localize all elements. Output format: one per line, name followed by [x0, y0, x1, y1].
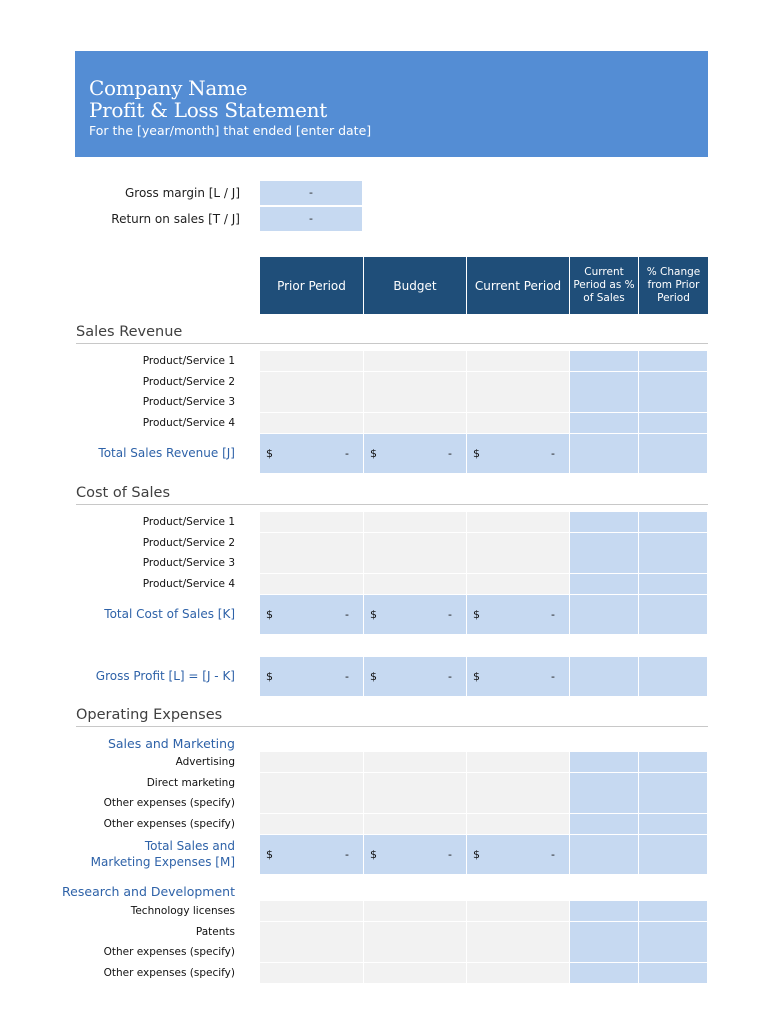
- section-sales-revenue: Sales Revenue: [76, 323, 708, 344]
- amount-value: -: [345, 670, 349, 683]
- sales-marketing-item-2-cell-4[interactable]: [570, 773, 639, 794]
- sales-marketing-item-4-cell-1[interactable]: [260, 814, 364, 835]
- cost-item-1-cell-4[interactable]: [570, 512, 639, 533]
- sales-item-2-cell-2[interactable]: [364, 372, 467, 393]
- cost-item-1-label: Product/Service 1: [142, 516, 235, 528]
- amount-value: -: [448, 447, 452, 460]
- title-banner: [75, 51, 708, 157]
- cost-item-4-cell-1[interactable]: [260, 574, 364, 595]
- cost-item-2-cell-5[interactable]: [639, 533, 708, 554]
- total-cost-of-sales-label: Total Cost of Sales [K]: [104, 607, 235, 621]
- sales-item-4-cell-4[interactable]: [570, 413, 639, 434]
- sales-marketing-item-2-cell-3[interactable]: [467, 773, 570, 794]
- total-sales-marketing-cell-1[interactable]: [260, 835, 364, 875]
- sales-item-4-cell-3[interactable]: [467, 413, 570, 434]
- research-dev-item-1-cell-3[interactable]: [467, 901, 570, 922]
- research-dev-item-4-cell-3[interactable]: [467, 963, 570, 984]
- sales-item-4-label: Product/Service 4: [142, 417, 235, 429]
- cost-item-2-cell-2[interactable]: [364, 533, 467, 554]
- currency-symbol: $: [370, 447, 377, 460]
- subsection-sales-marketing: Sales and Marketing: [107, 736, 235, 751]
- total-cost-of-sales-cell-5[interactable]: [639, 595, 708, 635]
- sales-item-1-cell-4[interactable]: [570, 351, 639, 372]
- cost-item-2-cell-4[interactable]: [570, 533, 639, 554]
- statement-title[interactable]: Profit & Loss Statement: [89, 98, 327, 122]
- cost-item-3-cell-2[interactable]: [364, 553, 467, 574]
- sales-item-4-cell-5[interactable]: [639, 413, 708, 434]
- currency-symbol: $: [473, 608, 480, 621]
- column-header-budget: Budget: [364, 257, 467, 314]
- sales-marketing-item-4-cell-5[interactable]: [639, 814, 708, 835]
- currency-symbol: $: [473, 447, 480, 460]
- sales-marketing-item-3-cell-1[interactable]: [260, 793, 364, 814]
- cost-item-3-cell-4[interactable]: [570, 553, 639, 574]
- research-dev-item-3-cell-5[interactable]: [639, 942, 708, 963]
- total-sales-marketing-cell-4[interactable]: [570, 835, 639, 875]
- sales-marketing-item-2-cell-2[interactable]: [364, 773, 467, 794]
- total-sales-revenue-cell-4[interactable]: [570, 434, 639, 474]
- total-sales-marketing-cell-2[interactable]: [364, 835, 467, 875]
- research-dev-item-2-label: Patents: [195, 926, 235, 938]
- column-header-pct-change: % Change from Prior Period: [639, 257, 708, 314]
- research-dev-item-2-cell-1[interactable]: [260, 922, 364, 943]
- research-dev-item-3-cell-1[interactable]: [260, 942, 364, 963]
- sales-item-1-label: Product/Service 1: [142, 355, 235, 367]
- amount-value: -: [551, 848, 555, 861]
- cost-item-4-cell-5[interactable]: [639, 574, 708, 595]
- cost-item-4-cell-4[interactable]: [570, 574, 639, 595]
- sales-marketing-item-3-cell-5[interactable]: [639, 793, 708, 814]
- research-dev-item-4-cell-4[interactable]: [570, 963, 639, 984]
- sales-item-2-label: Product/Service 2: [142, 376, 235, 388]
- sales-item-2-cell-5[interactable]: [639, 372, 708, 393]
- total-sales-marketing-label-line1: Total Sales and: [144, 839, 235, 853]
- research-dev-item-1-cell-1[interactable]: [260, 901, 364, 922]
- gross-profit-label: Gross Profit [L] = [J - K]: [95, 669, 235, 683]
- research-dev-item-3-cell-2[interactable]: [364, 942, 467, 963]
- sales-marketing-item-1-cell-3[interactable]: [467, 752, 570, 773]
- column-header-current-period: Current Period: [467, 257, 570, 314]
- sales-item-4-cell-1[interactable]: [260, 413, 364, 434]
- research-dev-item-4-label: Other expenses (specify): [103, 967, 235, 979]
- sales-marketing-item-3-cell-2[interactable]: [364, 793, 467, 814]
- currency-symbol: $: [266, 670, 273, 683]
- sales-item-3-cell-2[interactable]: [364, 392, 467, 413]
- gross-profit-cell-2[interactable]: [364, 657, 467, 697]
- research-dev-item-2-cell-4[interactable]: [570, 922, 639, 943]
- total-sales-revenue-cell-3[interactable]: [467, 434, 570, 474]
- sales-marketing-item-4-label: Other expenses (specify): [103, 818, 235, 830]
- sales-marketing-item-1-label: Advertising: [175, 756, 235, 768]
- section-operating-expenses: Operating Expenses: [76, 706, 708, 727]
- column-header-current-pct-sales: Current Period as % of Sales: [570, 257, 639, 314]
- amount-value: -: [551, 447, 555, 460]
- sales-marketing-item-3-cell-4[interactable]: [570, 793, 639, 814]
- cost-item-1-cell-3[interactable]: [467, 512, 570, 533]
- sales-item-2-cell-4[interactable]: [570, 372, 639, 393]
- research-dev-item-3-label: Other expenses (specify): [103, 946, 235, 958]
- gross-profit-cell-4[interactable]: [570, 657, 639, 697]
- total-sales-marketing-cell-5[interactable]: [639, 835, 708, 875]
- column-header-prior-period: Prior Period: [260, 257, 364, 314]
- cost-item-2-cell-1[interactable]: [260, 533, 364, 554]
- sales-marketing-item-2-label: Direct marketing: [146, 777, 235, 789]
- cost-item-2-label: Product/Service 2: [142, 537, 235, 549]
- currency-symbol: $: [370, 670, 377, 683]
- sales-marketing-item-3-label: Other expenses (specify): [103, 797, 235, 809]
- return-on-sales-label: Return on sales [T / J]: [111, 212, 240, 226]
- sales-item-3-cell-4[interactable]: [570, 392, 639, 413]
- amount-value: -: [448, 670, 452, 683]
- amount-value: -: [448, 608, 452, 621]
- cost-item-1-cell-1[interactable]: [260, 512, 364, 533]
- amount-value: -: [345, 447, 349, 460]
- section-cost-of-sales: Cost of Sales: [76, 484, 708, 505]
- currency-symbol: $: [473, 670, 480, 683]
- cost-item-3-cell-3[interactable]: [467, 553, 570, 574]
- sales-item-3-cell-5[interactable]: [639, 392, 708, 413]
- gross-margin-label: Gross margin [L / J]: [124, 186, 240, 200]
- gross-profit-cell-3[interactable]: [467, 657, 570, 697]
- currency-symbol: $: [266, 848, 273, 861]
- sales-item-4-cell-2[interactable]: [364, 413, 467, 434]
- currency-symbol: $: [473, 848, 480, 861]
- sales-marketing-item-2-cell-1[interactable]: [260, 773, 364, 794]
- sales-marketing-item-3-cell-3[interactable]: [467, 793, 570, 814]
- amount-value: -: [345, 848, 349, 861]
- total-cost-of-sales-cell-3[interactable]: [467, 595, 570, 635]
- cost-item-2-cell-3[interactable]: [467, 533, 570, 554]
- sales-item-3-label: Product/Service 3: [142, 396, 235, 408]
- total-cost-of-sales-cell-1[interactable]: [260, 595, 364, 635]
- cost-item-3-label: Product/Service 3: [142, 557, 235, 569]
- currency-symbol: $: [370, 848, 377, 861]
- research-dev-item-1-cell-2[interactable]: [364, 901, 467, 922]
- sales-item-3-cell-3[interactable]: [467, 392, 570, 413]
- amount-value: -: [345, 608, 349, 621]
- sales-marketing-item-4-cell-2[interactable]: [364, 814, 467, 835]
- amount-value: -: [448, 848, 452, 861]
- sales-marketing-item-4-cell-3[interactable]: [467, 814, 570, 835]
- research-dev-item-4-cell-1[interactable]: [260, 963, 364, 984]
- cost-item-4-cell-2[interactable]: [364, 574, 467, 595]
- gross-margin-value[interactable]: -: [260, 181, 362, 206]
- total-sales-marketing-cell-3[interactable]: [467, 835, 570, 875]
- cost-item-4-cell-3[interactable]: [467, 574, 570, 595]
- sales-item-2-cell-3[interactable]: [467, 372, 570, 393]
- return-on-sales-value[interactable]: -: [260, 207, 362, 232]
- total-cost-of-sales-cell-4[interactable]: [570, 595, 639, 635]
- sales-marketing-item-1-cell-2[interactable]: [364, 752, 467, 773]
- research-dev-item-1-cell-4[interactable]: [570, 901, 639, 922]
- sales-marketing-item-1-cell-4[interactable]: [570, 752, 639, 773]
- research-dev-item-1-cell-5[interactable]: [639, 901, 708, 922]
- cost-item-1-cell-5[interactable]: [639, 512, 708, 533]
- currency-symbol: $: [266, 447, 273, 460]
- research-dev-item-4-cell-2[interactable]: [364, 963, 467, 984]
- research-dev-item-3-cell-4[interactable]: [570, 942, 639, 963]
- cost-item-3-cell-5[interactable]: [639, 553, 708, 574]
- total-sales-marketing-label-line2: Marketing Expenses [M]: [90, 855, 235, 869]
- cost-item-1-cell-2[interactable]: [364, 512, 467, 533]
- total-sales-revenue-cell-5[interactable]: [639, 434, 708, 474]
- sales-item-1-cell-1[interactable]: [260, 351, 364, 372]
- sales-item-1-cell-2[interactable]: [364, 351, 467, 372]
- research-dev-item-3-cell-3[interactable]: [467, 942, 570, 963]
- gross-profit-cell-5[interactable]: [639, 657, 708, 697]
- research-dev-item-2-cell-2[interactable]: [364, 922, 467, 943]
- subsection-research-development: Research and Development: [62, 884, 235, 899]
- statement-period[interactable]: For the [year/month] that ended [enter date]: [89, 123, 372, 138]
- sales-marketing-item-2-cell-5[interactable]: [639, 773, 708, 794]
- sales-marketing-item-4-cell-4[interactable]: [570, 814, 639, 835]
- currency-symbol: $: [370, 608, 377, 621]
- amount-value: -: [551, 608, 555, 621]
- amount-value: -: [551, 670, 555, 683]
- research-dev-item-4-cell-5[interactable]: [639, 963, 708, 984]
- research-dev-item-2-cell-5[interactable]: [639, 922, 708, 943]
- company-name[interactable]: Company Name: [89, 76, 248, 100]
- sales-item-1-cell-3[interactable]: [467, 351, 570, 372]
- total-sales-revenue-cell-1[interactable]: [260, 434, 364, 474]
- sales-item-1-cell-5[interactable]: [639, 351, 708, 372]
- sales-marketing-item-1-cell-5[interactable]: [639, 752, 708, 773]
- total-sales-revenue-cell-2[interactable]: [364, 434, 467, 474]
- sales-marketing-item-1-cell-1[interactable]: [260, 752, 364, 773]
- cost-item-4-label: Product/Service 4: [142, 578, 235, 590]
- cost-item-3-cell-1[interactable]: [260, 553, 364, 574]
- sales-item-2-cell-1[interactable]: [260, 372, 364, 393]
- sales-item-3-cell-1[interactable]: [260, 392, 364, 413]
- research-dev-item-2-cell-3[interactable]: [467, 922, 570, 943]
- total-cost-of-sales-cell-2[interactable]: [364, 595, 467, 635]
- research-dev-item-1-label: Technology licenses: [130, 905, 235, 917]
- total-sales-revenue-label: Total Sales Revenue [J]: [98, 446, 235, 460]
- gross-profit-cell-1[interactable]: [260, 657, 364, 697]
- currency-symbol: $: [266, 608, 273, 621]
